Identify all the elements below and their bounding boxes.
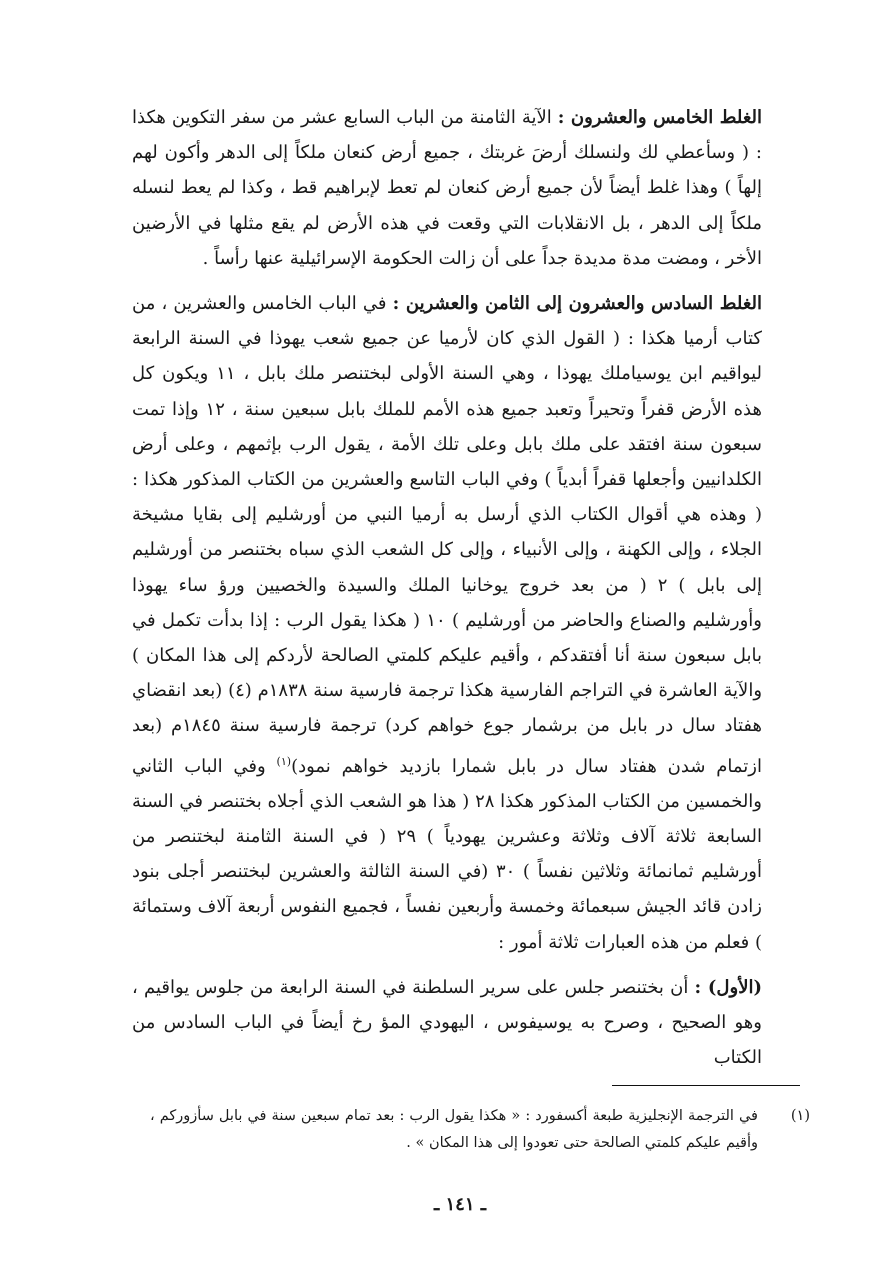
paragraph-body: أن بختنصر جلس على سرير السلطنة في السنة الرابعة من جلوس يواقيم ، وهو الصحيح ، وصرح به يوسيفوس ، اليهودي المؤ رخ أيضاً في الباب السادس من الكتاب [132,976,762,1069]
paragraph-error-25 [132,100,762,276]
footnote-number: (١) [790,1108,810,1124]
paragraph-heading: (الأول) : [694,976,762,998]
paragraph-error-26-28 [132,286,762,960]
paragraph-body: وفي الباب الثاني والخمسين من الكتاب المذكور هكذا ٢٨ ( هذا هو الشعب الذي أجلاه بختنصر في السنة السابعة ثلاثة آلاف وثلاثة وعشرين يهودياً ) ٢٩ ( في السنة الثامنة لبختنصر من أورشليم ثمانمائة وثلاثين نفساً ) ٣٠ (في السنة الثالثة والعشرين لبختنصر أجلى بنود زادن قائد الجيش سبعمائة وخمسة وأربعين نفساً ، فجميع النفوس أربعة آلاف وستمائة ) فعلم من هذه العبارات ثلاثة أمور : [132,755,762,953]
paragraph-heading: الغلط الخامس والعشرون : [557,107,762,128]
paragraph-body: في الباب الخامس والعشرين ، من كتاب أرميا هكذا : ( القول الذي كان لأرميا عن جميع شعب يهوذا في السنة الرابعة ليواقيم ابن يوسياملك يهوذا ، وهي السنة الأولى لبختنصر ملك بابل ، ١١ ويكون كل هذه الأرض قفراً وتحيراً وتعبد جميع هذه الأمم للملك بابل سبعين سنة ، ١٢ وإذا تمت سبعون سنة افتقد على ملك بابل وعلى تلك الأمة ، يقول الرب بإثمهم ، وعلى أرض الكلدانيين وأجعلها قفراً أبدياً ) وفي الباب التاسع والعشرين من الكتاب المذكور هكذا : ( وهذه هي أقوال الكتاب الذي أرسل به أرميا النبي من أورشليم إلى بقايا مشيخة الجلاء ، وإلى الكهنة ، وإلى الأنبياء ، وإلى كل الشعب الذي سباه بختنصر من أورشليم إلى بابل ) ٢ ( من بعد خروج يوخانيا الملك والسيدة والخصيين ورؤ ساء يهوذا وأورشليم والصناع والحاضر من أورشليم ) ١٠ ( هكذا يقول الرب : إذا بدأت تكمل في بابل سبعون سنة أنا أفتقدكم ، وأقيم عليكم كلمتي الصالحة لأردكم إلى هذا المكان ) والآية العاشرة في التراجم الفارسية هكذا ترجمة فارسية سنة ١٨٣٨م (٤) (بعد انقضاي هفتاد سال در بابل من برشمار جوع خواهم كرد) ترجمة فارسية سنة ١٨٤٥م (بعد ازتمام شدن هفتاد سال در بابل شمارا بازديد خواهم نمود) [132,293,763,777]
paragraph-body: الآية الثامنة من الباب السابع عشر من سفر التكوين هكذا : ( وسأعطي لك ولنسلك أرضَ غربتك ، جميع أرض كنعان ملكاً إلى الدهر وأكون لهم إلهاً ) وهذا غلط أيضاً لأن جميع أرض كنعان لم تعط لإبراهيم قط ، وكذا لم يعط لنسله ملكاً إلى الدهر ، بل الانقلابات التي وقعت في هذه الأرض لم يقع مثلها في الأرضين الأخر ، ومضت مدة مديدة جداً على أن زالت الحكومة الإسرائيلية عنها رأساً . [132,107,762,269]
paragraph-first-point [132,970,762,1076]
footnote-text: في الترجمة الإنجليزية طبعة أكسفورد : « هكذا يقول الرب : بعد تمام سبعين سنة في بابل سأزوركم ، وأقيم عليكم كلمتي الصالحة حتى تعودوا إلى هذا المكان » . [150,1108,758,1151]
page-number: ـ ١٤١ ـ [433,1194,487,1215]
footnote-reference[interactable]: (١) [276,754,292,768]
footnote-divider [612,1085,800,1086]
paragraph-heading: الغلط السادس والعشرون إلى الثامن والعشرين : [392,293,762,315]
main-text [132,100,762,1075]
